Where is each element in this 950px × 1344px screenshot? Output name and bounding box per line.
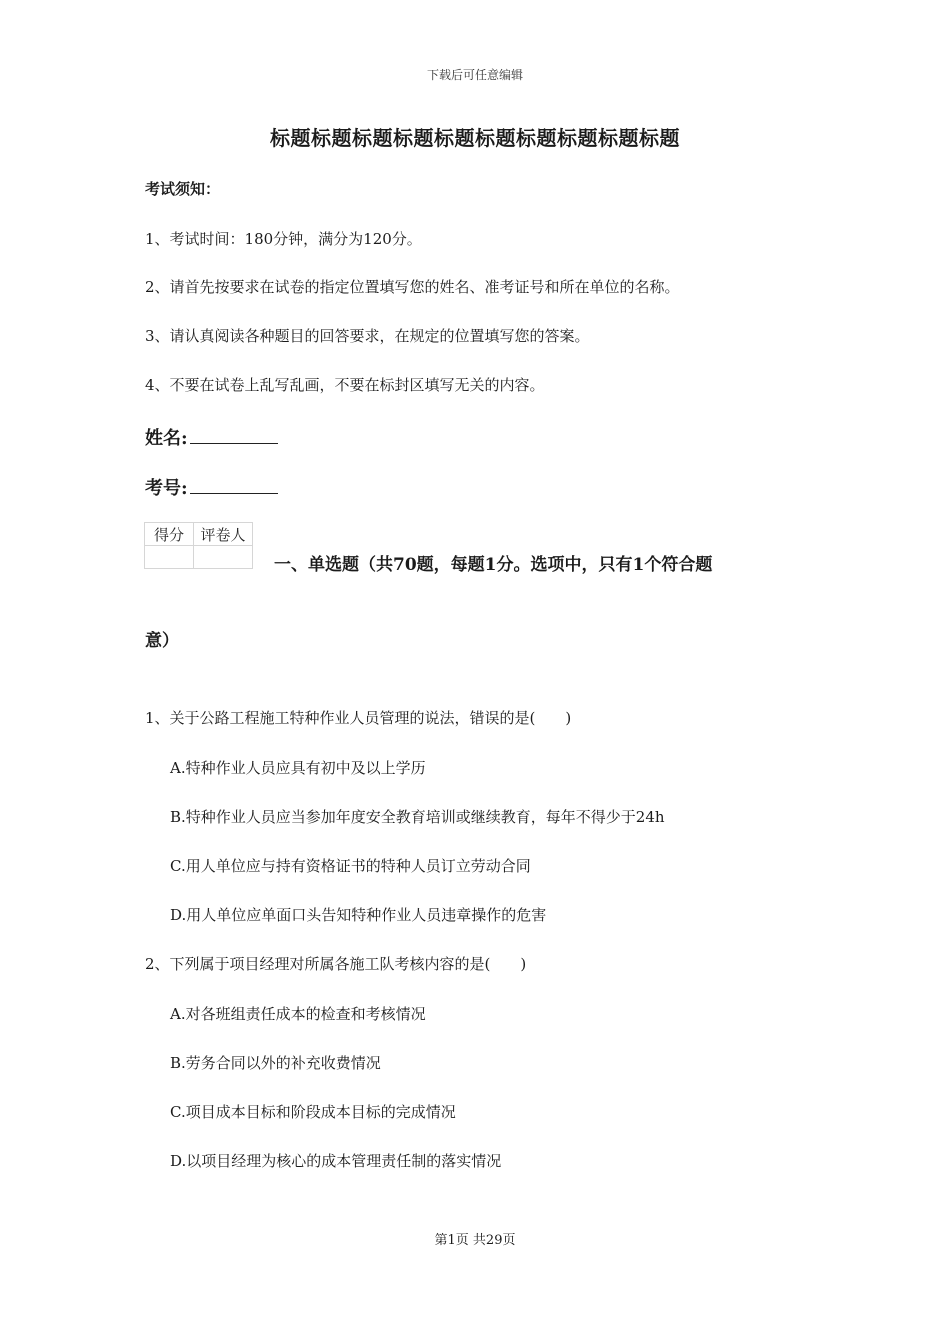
page-footer: 第1页 共29页 <box>434 1233 516 1248</box>
score-cell[interactable] <box>145 546 194 569</box>
grader-cell[interactable] <box>194 546 253 569</box>
grader-header: 评卷人 <box>194 523 253 546</box>
question-stem: 1、关于公路工程施工特种作业人员管理的说法，错误的是( ) <box>145 709 572 727</box>
section-title: 一、单选题（共70题，每题1分。选项中，只有1个符合题 <box>274 555 713 575</box>
exam-id-blank[interactable] <box>190 475 278 494</box>
section-title-continued: 意） <box>145 631 179 651</box>
question-option[interactable]: A.特种作业人员应具有初中及以上学历 <box>170 759 426 777</box>
notice-item: 1、考试时间：180分钟，满分为120分。 <box>145 230 422 248</box>
exam-id-field[interactable] <box>145 474 278 500</box>
header-note: 下载后可任意编辑 <box>426 68 523 82</box>
name-field[interactable] <box>145 424 278 450</box>
question-option[interactable]: D.用人单位应单面口头告知特种作业人员违章操作的危害 <box>170 906 547 924</box>
score-header: 得分 <box>145 523 194 546</box>
question-option[interactable]: C.项目成本目标和阶段成本目标的完成情况 <box>170 1103 456 1121</box>
name-blank[interactable] <box>190 425 278 444</box>
document-title: 标题标题标题标题标题标题标题标题标题标题 <box>270 126 680 150</box>
question-option[interactable]: B.劳务合同以外的补充收费情况 <box>170 1054 381 1072</box>
question-stem: 2、下列属于项目经理对所属各施工队考核内容的是( ) <box>145 955 527 973</box>
notice-item: 2、请首先按要求在试卷的指定位置填写您的姓名、准考证号和所在单位的名称。 <box>145 278 680 296</box>
question-option[interactable]: D.以项目经理为核心的成本管理责任制的落实情况 <box>170 1152 502 1170</box>
score-table <box>144 522 253 569</box>
question-option[interactable]: A.对各班组责任成本的检查和考核情况 <box>170 1005 426 1023</box>
exam-id-label: 考号: <box>145 478 188 499</box>
notice-heading: 考试须知： <box>145 180 221 198</box>
notice-item: 4、不要在试卷上乱写乱画，不要在标封区填写无关的内容。 <box>145 376 545 394</box>
question-option[interactable]: B.特种作业人员应当参加年度安全教育培训或继续教育，每年不得少于24h <box>170 808 665 826</box>
name-label: 姓名: <box>145 428 188 449</box>
question-option[interactable]: C.用人单位应与持有资格证书的特种人员订立劳动合同 <box>170 857 531 875</box>
notice-item: 3、请认真阅读各种题目的回答要求，在规定的位置填写您的答案。 <box>145 327 590 345</box>
